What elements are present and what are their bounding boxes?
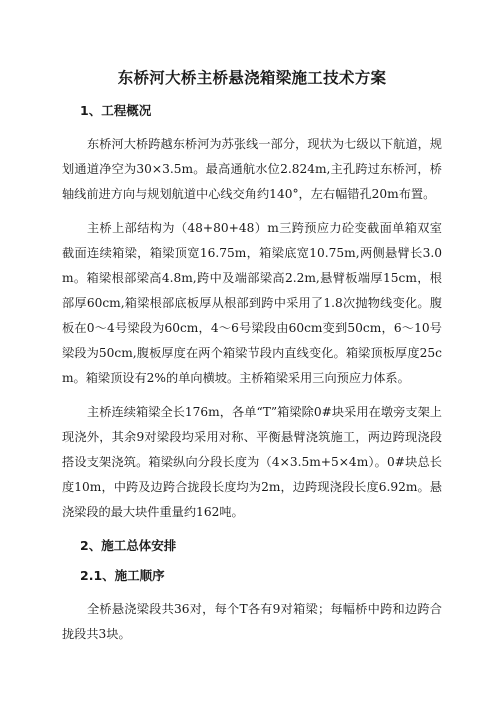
- section-construction-sequence: [62, 567, 442, 647]
- section-heading: 1、工程概况: [80, 103, 152, 118]
- section-heading: 2、施工总体安排: [80, 538, 177, 553]
- section-construction-arrangement: [62, 537, 442, 555]
- document-title: 东桥河大桥主桥悬浇箱梁施工技术方案: [117, 69, 387, 87]
- subsection-heading: 2.1、施工顺序: [80, 568, 165, 583]
- paragraph: 主桥连续箱梁全长176m，各单“T”箱梁除0#块采用在墩旁支架上现浇外，其余9对梁段均采用对称、平衡悬臂浇筑施工，两边跨现浇段搭设支架浇筑。箱梁纵向分段长度为（4×3.5m+5×4m）。0#块总长度10m，中跨及边跨合拢段长度均为2m，边跨现浇段长度6.92m。悬浇梁段的最大块件重量约162吨。: [62, 405, 442, 519]
- paragraph: 主桥上部结构为（48+80+48）m三跨预应力砼变截面单箱双室截面连续箱梁，箱梁顶宽16.75m，箱梁底宽10.75m,两侧悬臂长3.0m。箱梁根部梁高4.8m,跨中及端部梁高2.2m,悬臂板端厚15cm，根部厚60cm,箱梁根部底板厚从根部到跨中采用了1.8次抛物线变化。腹板在0～4号梁段为60cm，4～6号梁段由60cm变到50cm，6～10号梁段为50cm,腹板厚度在两个箱梁节段内直线变化。箱梁顶板厚度25cm。箱梁顶设有2%的单向横坡。主桥箱梁采用三向预应力体系。: [62, 221, 442, 385]
- paragraph: 东桥河大桥跨越东桥河为苏张线一部分，现状为七级以下航道，规划通道净空为30×3.5m。最高通航水位2.824m,主孔跨过东桥河，桥轴线前进方向与规划航道中心线交角约140°，左右幅错孔20m布置。: [62, 137, 442, 201]
- section-project-overview: [62, 102, 442, 525]
- paragraph: 全桥悬浇梁段共36对，每个T各有9对箱梁；每幅桥中跨和边跨合拢段共3块。: [62, 602, 442, 641]
